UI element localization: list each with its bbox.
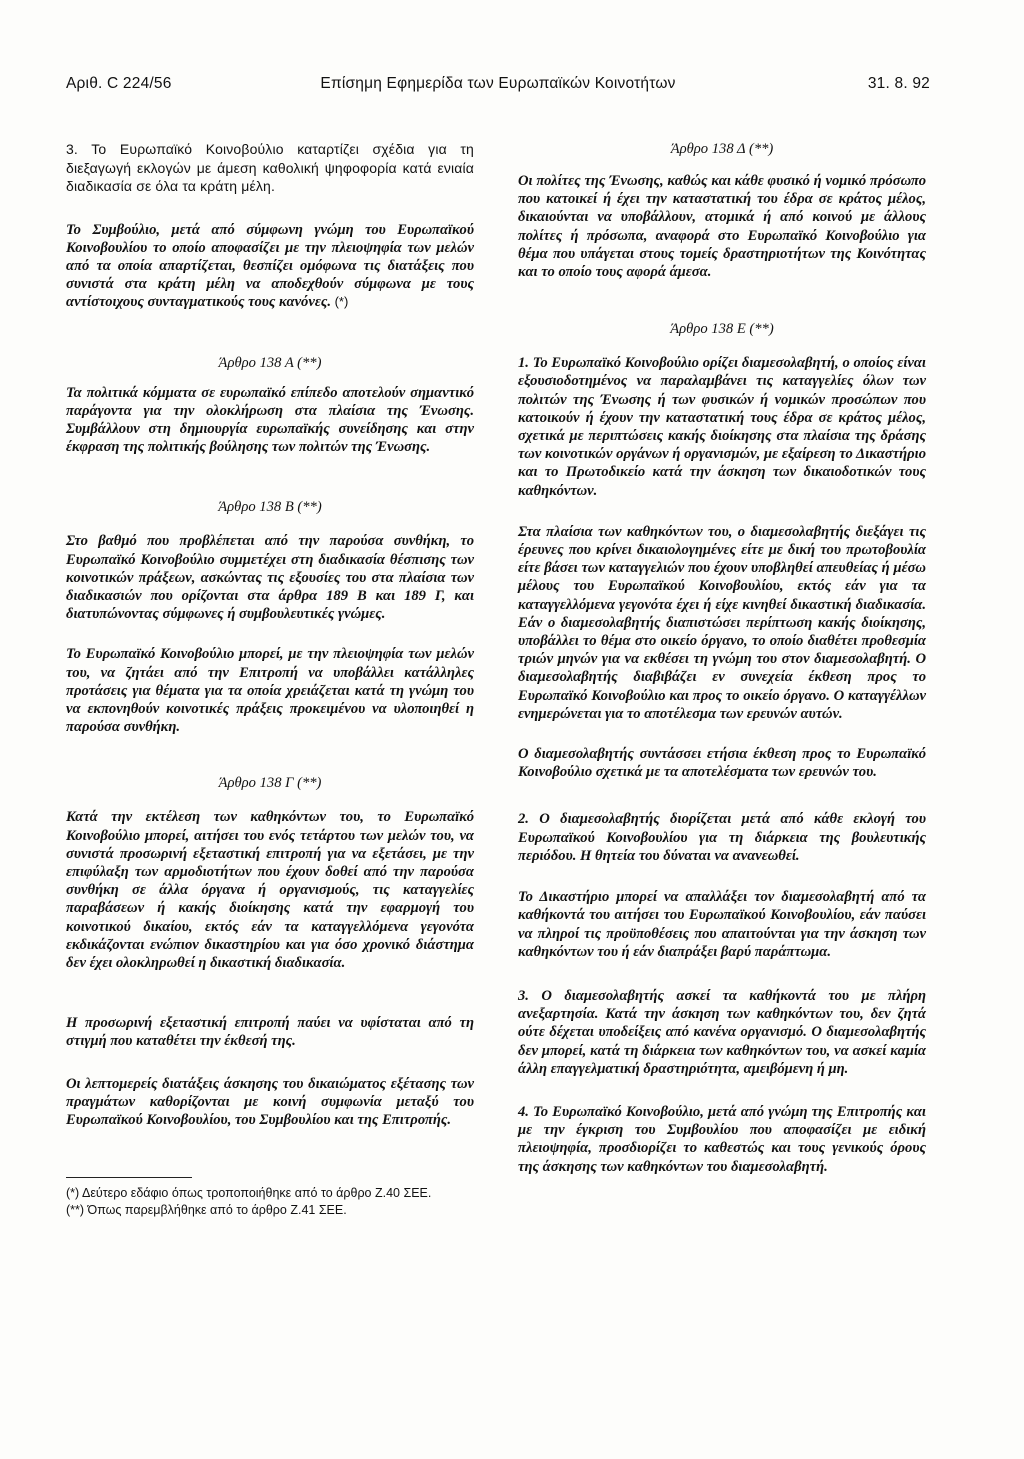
article-138a-title: Άρθρο 138 Α (**) [218,354,322,371]
article-138e-title: Άρθρο 138 Ε (**) [670,321,774,338]
article-138e-paragraph-7: 4. Το Ευρωπαϊκό Κοινοβούλιο, μετά από γνώμη της Επιτροπής και με την έγκριση του Συμβουλίου που αποφασίζει με ειδική πλειοψηφία, προσδιορίζει το καθεστώς και τους γενικούς όρους της άσκησης των καθηκόντων του διαμεσολαβητή. [518,1103,926,1175]
council-paragraph-text: Το Συμβούλιο, μετά από σύμφωνη γνώμη του Ευρωπαϊκού Κοινοβουλίου το οποίο αποφασίζει με την πλειοψηφία των μελών από τα οποία απαρτίζεται, θεσπίζει ομόφωνα τις διατάξεις που συνιστά στα κράτη μέλη να αποδεχθούν σύμφωνα με τους αντίστοιχους συνταγματικούς τους κανόνες. [66,221,474,311]
article-138c-paragraph-2: Η προσωρινή εξεταστική επιτροπή παύει να υφίσταται από τη στιγμή που καταθέτει την έκθεσή της. [66,1015,474,1050]
article-138e-paragraph-4: 2. Ο διαμεσολαβητής διορίζεται μετά από κάθε εκλογή του Ευρωπαϊκού Κοινοβουλίου για τη διάρκεια της βουλευτικής περιόδου. Η θητεία του δύναται να ανανεωθεί. [518,811,926,864]
article-138d-title: Άρθρο 138 Δ (**) [670,141,774,157]
article-138c-paragraph-1: Κατά την εκτέλεση των καθηκόντων του, το Ευρωπαϊκό Κοινοβούλιο μπορεί, αιτήσει του ενός τετάρτου των μελών του, να συνιστά προσωρινή εξεταστική επιτροπή για να εξετάσει, με την επιφύλαξη των αρμοδιοτήτων που έχουν δοθεί από την παρούσα συνθήκη σε άλλα όργανα ή οργανισμούς, τις καταγγελίες παραβάσεων ή κακής διοίκησης κατά την εφαρμογή του κοινοτικού δικαίου, εκτός εάν τα καταγγελλόμενα γεγονότα εκδικάζονται ενώπιον δικαστηρίου και για όσο χρονικό διάστημα δεν έχει ολοκληρωθεί η δικαστική διαδικασία. [66,809,474,971]
article-138d-text: Οι πολίτες της Ένωσης, καθώς και κάθε φυσικό ή νομικό πρόσωπο που κατοικεί ή έχει την καταστατική του έδρα σε κράτος μέλος, δικαιούνται να υποβάλλουν, ατομικά ή από κοινού με άλλους πολίτες ή πρόσωπα, αναφορά στο Ευρωπαϊκό Κοινοβούλιο για θέμα που υπάγεται στους τομείς δραστηριοτήτων της Κοινότητας και το οποίο τους αφορά άμεσα. [518,173,926,281]
left-column [66,140,474,1219]
footnote-mark: (*) [330,294,349,310]
article-138a-text: Τα πολιτικά κόμματα σε ευρωπαϊκό επίπεδο αποτελούν σημαντικό παράγοντα για την ολοκλήρωση στα πλαίσια της Ένωσης. Συμβάλλουν στη δημιουργία ευρωπαϊκής συνείδησης και στην έκφραση της πολιτικής βούλησης των πολιτών της Ένωσης. [66,384,474,456]
paragraph-3: 3. Το Ευρωπαϊκό Κοινοβούλιο καταρτίζει σχέδια για τη διεξαγωγή εκλογών με άμεση καθολική ψηφοφορία κατά ενιαία διαδικασία σε όλα τα κράτη μέλη. [66,141,474,194]
footnote-1: (*) Δεύτερο εδάφιο όπως τροποποιήθηκε από το άρθρο Ζ.40 ΣΕΕ. [66,1186,432,1201]
article-138c-title: Άρθρο 138 Γ (**) [218,775,322,792]
right-column [518,140,926,1176]
page-header [66,75,930,97]
article-138b-title: Άρθρο 138 Β (**) [218,499,322,516]
footnote-2: (**) Όπως παρεμβλήθηκε από το άρθρο Ζ.41 ΣΕΕ. [66,1203,347,1218]
council-paragraph [66,221,474,312]
article-138b-paragraph-1: Στο βαθμό που προβλέπεται από την παρούσα συνθήκη, το Ευρωπαϊκό Κοινοβούλιο συμμετέχει στη διαδικασία θέσπισης των κοινοτικών πράξεων, ασκώντας τις εξουσίες του στα πλαίσια των διαδικασιών που ορίζονται στα άρθρα 189 Β και 189 Γ, και διατυπώνοντας σύμφωνες ή συμβουλευτικές γνώμες. [66,533,474,623]
article-138b-paragraph-2: Το Ευρωπαϊκό Κοινοβούλιο μπορεί, με την πλειοψηφία των μελών του, να ζητάει από την Επιτροπή να υποβάλλει κατάλληλες προτάσεις για θέματα για τα οποία χρειάζεται κατά τη γνώμη του να εκπονηθούν κοινοτικές πράξεις προκειμένου να υλοποιηθεί η παρούσα συνθήκη. [66,646,474,736]
journal-title: Επίσημη Εφημερίδα των Ευρωπαϊκών Κοινοτήτων [320,75,676,92]
article-138e-paragraph-2: Στα πλαίσια των καθηκόντων του, ο διαμεσολαβητής διεξάγει τις έρευνες που κρίνει δικαιολογημένες είτε με δική του πρωτοβουλία είτε βάσει των καταγγελιών που έχουν υποβληθεί απευθείας ή μέσω μέλους του Ευρωπαϊκού Κοινοβουλίου, εκτός εάν για τα καταγγελλόμενα γεγονότα έχει ή είχε κινηθεί δικαστική διαδικασία. Εάν ο διαμεσολαβητής διαπιστώσει περίπτωση κακής διοίκησης, υποβάλλει το θέμα στο οικείο όργανο, το οποίο διαθέτει προθεσμία τριών μηνών για να εκθέσει τη γνώμη του στον διαμεσολαβητή. Ο διαμεσολαβητής διαβιβάζει εν συνεχεία έκθεση προς το Ευρωπαϊκό Κοινοβούλιο και προς το οικείο όργανο. Ο καταγγέλλων ενημερώνεται για το αποτέλεσμα των ερευνών αυτών. [518,523,926,722]
article-138e-paragraph-5: Το Δικαστήριο μπορεί να απαλλάξει τον διαμεσολαβητή από τα καθήκοντά του αιτήσει του Ευρωπαϊκού Κοινοβουλίου, εάν παύσει να πληροί τις προϋποθέσεις που απαιτούνται για την άσκηση των καθηκόντων του ή εάν διαπράξει βαρύ παράπτωμα. [518,889,926,960]
article-138e-paragraph-6: 3. Ο διαμεσολαβητής ασκεί τα καθήκοντά του με πλήρη ανεξαρτησία. Κατά την άσκηση των καθηκόντων του, δεν ζητά ούτε δέχεται υποδείξεις από κανένα οργανισμό. Ο διαμεσολαβητής δεν μπορεί, κατά τη διάρκεια των καθηκόντων του, να ασκεί καμία άλλη επαγγελματική δραστηριότητα, αμειβόμενη ή μη. [518,987,926,1077]
footnote-divider [66,1177,192,1178]
issue-date: 31. 8. 92 [867,75,930,92]
article-138e-paragraph-3: Ο διαμεσολαβητής συντάσσει ετήσια έκθεση προς το Ευρωπαϊκό Κοινοβούλιο σχετικά με τα αποτελέσματα των ερευνών του. [518,746,926,781]
issue-number: Αριθ. C 224/56 [66,75,172,92]
article-138e-paragraph-1: 1. Το Ευρωπαϊκό Κοινοβούλιο ορίζει διαμεσολαβητή, ο οποίος είναι εξουσιοδοτημένος να παραλαμβάνει τις καταγγελίες όλων των πολιτών της Ένωσης ή των φυσικών ή νομικών προσώπων που κατοικούν ή έχουν την καταστατική τους έδρα σε κράτος μέλος, σχετικά με περιπτώσεις κακής διοίκησης στα πλαίσια της δράσης των κοινοτικών οργάνων ή οργανισμών, με εξαίρεση το Δικαστήριο και το Πρωτοδικείο κατά την άσκηση των δικαιοδοτικών τους καθηκόντων. [518,355,926,499]
article-138c-paragraph-3: Οι λεπτομερείς διατάξεις άσκησης του δικαιώματος εξέτασης των πραγμάτων καθορίζονται με κοινή συμφωνία μεταξύ του Ευρωπαϊκού Κοινοβουλίου, του Συμβουλίου και της Επιτροπής. [66,1075,474,1128]
